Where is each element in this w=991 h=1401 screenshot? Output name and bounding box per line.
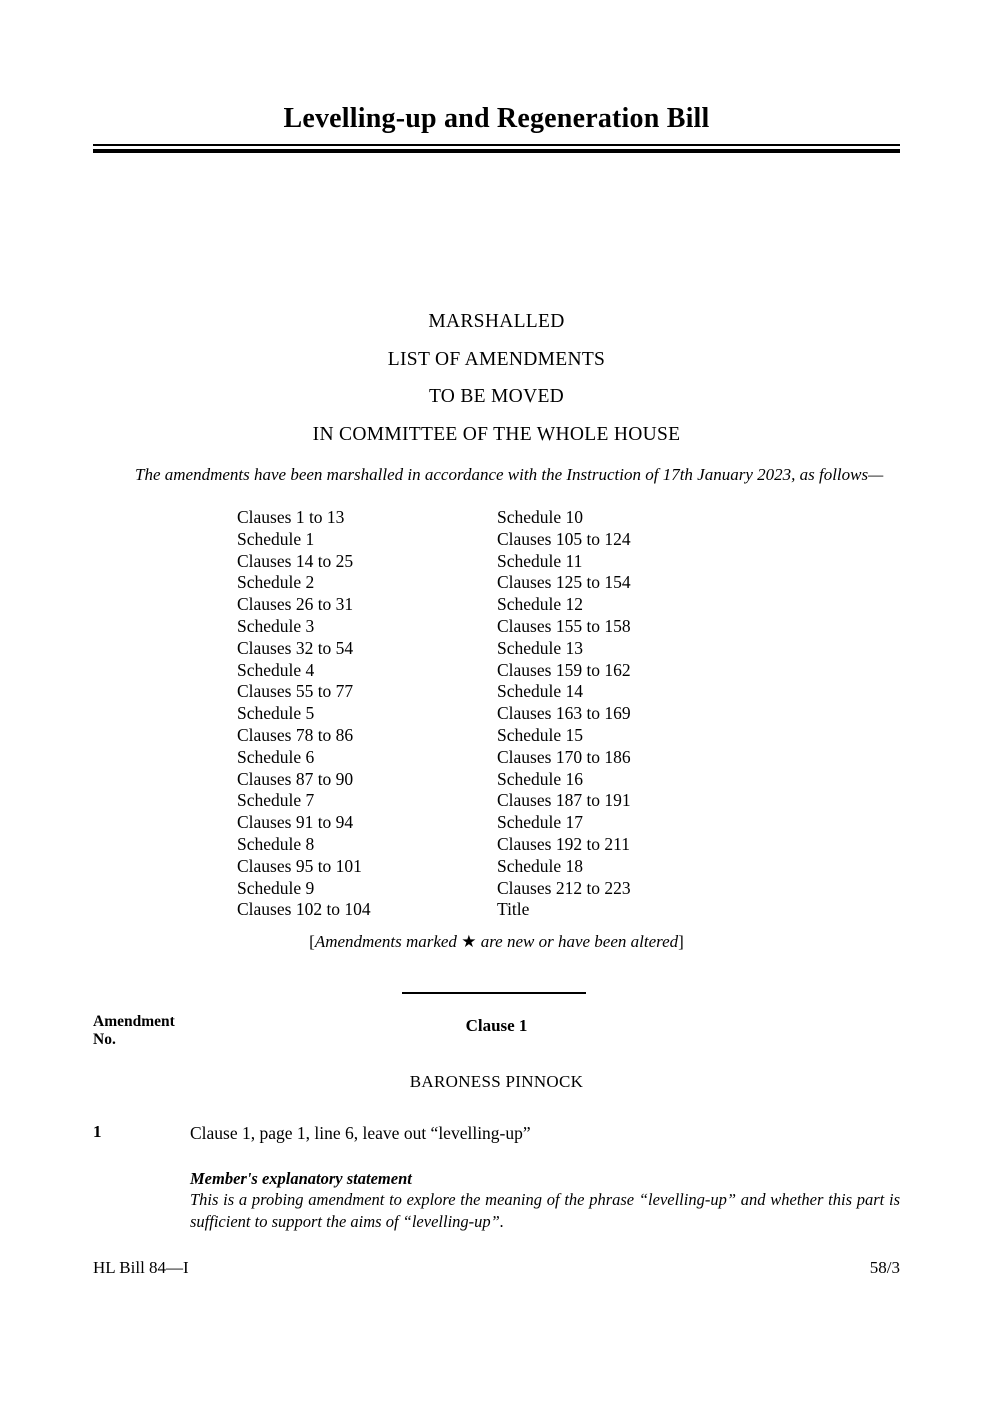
contents-left-item: Schedule 7 (237, 790, 315, 811)
footer-page-number: 58/3 (869, 1258, 900, 1277)
contents-left-item: Clauses 87 to 90 (237, 768, 354, 789)
contents-right-item: Schedule 11 (497, 550, 583, 571)
contents-left-item: Clauses 14 to 25 (237, 550, 354, 571)
contents-right-item: Clauses 170 to 186 (497, 746, 631, 767)
amendment-no-label-line2: No. (93, 1031, 116, 1048)
contents-left-column (237, 507, 487, 921)
contents-right-item: Clauses 159 to 162 (497, 659, 631, 680)
contents-right-item: Schedule 10 (497, 507, 584, 527)
contents-right-item: Schedule 18 (497, 855, 584, 876)
star-note-after-text: are new or have been altered (476, 932, 679, 951)
star-note-open-bracket: [ (309, 932, 315, 951)
sponsor-name: BARONESS PINNOCK (409, 1072, 584, 1091)
contents-right-item: Schedule 13 (497, 637, 584, 658)
document-heading-block (93, 303, 900, 453)
contents-left-item: Schedule 4 (237, 659, 315, 680)
contents-right-item: Clauses 187 to 191 (497, 790, 631, 811)
contents-right-item: Schedule 14 (497, 681, 584, 702)
clause-heading: Clause 1 (465, 1016, 528, 1035)
contents-right-item: Schedule 12 (497, 594, 584, 615)
contents-left-item: Clauses 1 to 13 (237, 507, 345, 527)
contents-left-item: Schedule 5 (237, 703, 315, 724)
explanatory-statement-body: This is a probing amendment to explore the meaning of the phrase “levelling-up” and whether this part is sufficient to support the aims of “levelling-up”. (190, 1190, 900, 1231)
contents-left-item: Schedule 3 (237, 615, 315, 636)
contents-left-item: Clauses 102 to 104 (237, 899, 371, 920)
contents-right-item: Clauses 125 to 154 (497, 572, 631, 593)
contents-right-item: Clauses 105 to 124 (497, 528, 631, 549)
star-icon: ★ (461, 932, 477, 951)
star-note (93, 932, 900, 952)
contents-left-item: Clauses 32 to 54 (237, 637, 354, 658)
heading-line-list-of-amendments: LIST OF AMENDMENTS (387, 348, 606, 370)
amendment-text: Clause 1, page 1, line 6, leave out “levelling-up” (190, 1123, 531, 1143)
amendment-number: 1 (93, 1122, 102, 1141)
heading-line-marshalled: MARSHALLED (428, 311, 565, 332)
contents-right-item: Schedule 16 (497, 768, 584, 789)
contents-left-item: Clauses 55 to 77 (237, 681, 354, 702)
contents-right-item: Clauses 155 to 158 (497, 615, 631, 636)
section-divider-rule (402, 992, 586, 994)
contents-left-item: Schedule 6 (237, 746, 315, 767)
explanatory-statement-heading: Member's explanatory statement (190, 1169, 412, 1188)
contents-right-item: Title (497, 899, 530, 920)
contents-left-item: Clauses 26 to 31 (237, 594, 354, 615)
star-note-close-bracket: ] (678, 932, 684, 951)
title-double-rule (93, 144, 900, 153)
contents-left-item: Clauses 95 to 101 (237, 855, 362, 876)
page-title: Levelling-up and Regeneration Bill (283, 103, 710, 134)
contents-left-item: Schedule 9 (237, 877, 315, 898)
heading-line-in-committee: IN COMMITTEE OF THE WHOLE HOUSE (312, 423, 681, 445)
title-rule-thick (93, 149, 900, 153)
contents-right-item: Schedule 15 (497, 724, 584, 745)
contents-left-item: Schedule 2 (237, 572, 315, 593)
amendment-no-label-line1: Amendment (93, 1013, 175, 1030)
contents-right-item: Clauses 212 to 223 (497, 877, 631, 898)
contents-right-item: Schedule 17 (497, 812, 584, 833)
contents-left-item: Clauses 78 to 86 (237, 724, 354, 745)
contents-right-item: Clauses 163 to 169 (497, 703, 631, 724)
contents-right-item: Clauses 192 to 211 (497, 833, 631, 854)
instruction-paragraph: The amendments have been marshalled in accordance with the Instruction of 17th January 2023, as follows— (135, 465, 884, 484)
footer-bill-reference: HL Bill 84—I (93, 1258, 189, 1277)
star-note-before-text: Amendments marked (314, 932, 462, 951)
contents-right-column (497, 507, 777, 921)
contents-left-item: Schedule 1 (237, 528, 315, 549)
heading-line-to-be-moved: TO BE MOVED (428, 386, 565, 407)
contents-left-item: Clauses 91 to 94 (237, 812, 354, 833)
amendment-body (190, 1122, 900, 1233)
contents-left-item: Schedule 8 (237, 833, 315, 854)
